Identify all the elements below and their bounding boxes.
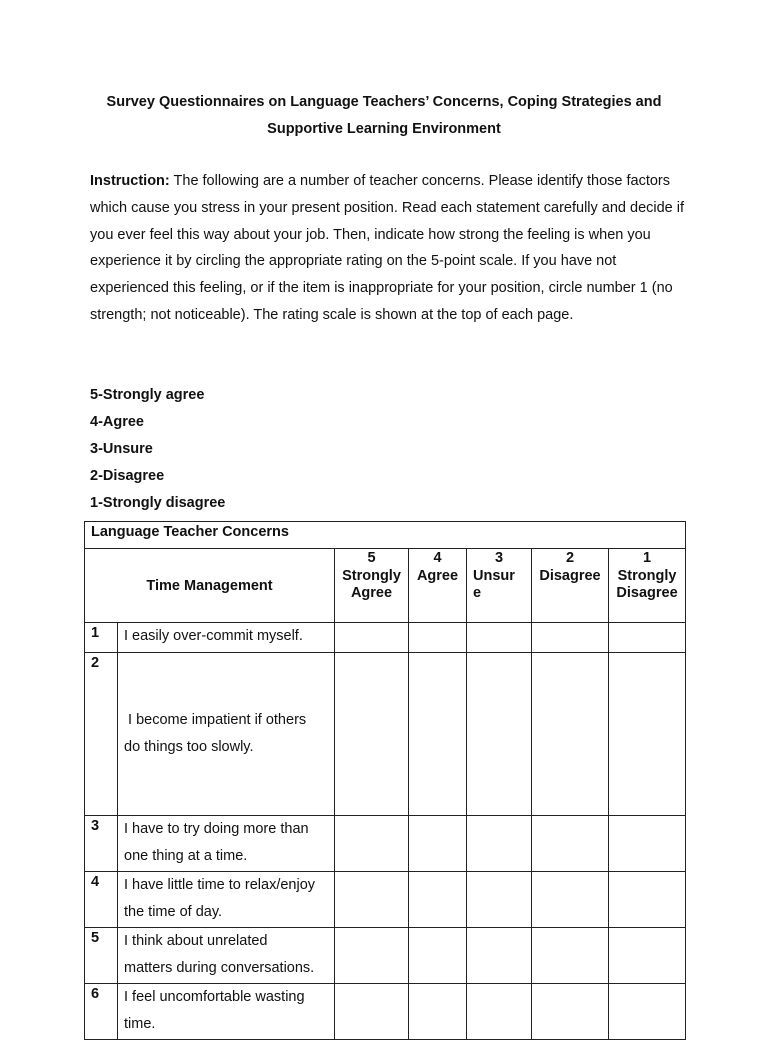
item-statement xyxy=(118,928,335,984)
rating-cell-1[interactable] xyxy=(609,984,686,1040)
scale-item-2: 2-Disagree xyxy=(90,467,165,484)
table-row xyxy=(85,872,686,928)
rating-header-label: Unsur xyxy=(473,567,515,584)
rating-header-num: 4 xyxy=(433,550,442,566)
statement-line: I have little time to relax/enjoy xyxy=(124,877,316,893)
table-row xyxy=(85,623,686,653)
rating-cell-5[interactable] xyxy=(335,984,409,1040)
rating-cell-4[interactable] xyxy=(409,653,467,816)
category-label: Time Management xyxy=(85,549,335,623)
rating-cell-5[interactable] xyxy=(335,816,409,872)
item-number: 2 xyxy=(85,653,118,816)
statement-line: matters during conversations. xyxy=(124,960,315,976)
rating-cell-4[interactable] xyxy=(409,623,467,653)
item-number: 1 xyxy=(85,623,118,653)
rating-header-label: Agree xyxy=(416,567,459,584)
statement-line: one thing at a time. xyxy=(124,848,248,864)
title-line-1: Survey Questionnaires on Language Teachers’ Concerns, Coping Strategies and xyxy=(106,94,662,110)
rating-cell-1[interactable] xyxy=(609,623,686,653)
rating-header-5 xyxy=(335,549,409,623)
statement-line: I think about unrelated xyxy=(124,933,268,949)
rating-scale-legend xyxy=(90,382,225,517)
statement-line: the time of day. xyxy=(124,904,223,920)
rating-cell-1[interactable] xyxy=(609,816,686,872)
rating-header-label: e xyxy=(473,585,482,601)
rating-header-num: 3 xyxy=(494,550,504,566)
rating-header-4 xyxy=(409,549,467,623)
item-statement xyxy=(118,984,335,1040)
rating-cell-5[interactable] xyxy=(335,653,409,816)
table-row xyxy=(85,928,686,984)
rating-cell-3[interactable] xyxy=(467,623,532,653)
survey-table xyxy=(84,521,686,1040)
section-title: Language Teacher Concerns xyxy=(85,522,686,549)
rating-cell-3[interactable] xyxy=(467,653,532,816)
rating-header-num: 5 xyxy=(367,550,376,566)
rating-cell-1[interactable] xyxy=(609,872,686,928)
rating-cell-2[interactable] xyxy=(532,984,609,1040)
rating-cell-3[interactable] xyxy=(467,928,532,984)
item-statement xyxy=(118,623,335,653)
rating-header-label: Strongly xyxy=(617,567,677,584)
rating-header-row xyxy=(85,549,686,623)
rating-cell-3[interactable] xyxy=(467,872,532,928)
item-number: 6 xyxy=(85,984,118,1040)
statement-line: I become impatient if others xyxy=(124,712,307,728)
rating-cell-5[interactable] xyxy=(335,623,409,653)
title-line-2: Supportive Learning Environment xyxy=(267,120,501,137)
table-row xyxy=(85,653,686,816)
rating-cell-5[interactable] xyxy=(335,872,409,928)
rating-header-1 xyxy=(609,549,686,623)
rating-cell-2[interactable] xyxy=(532,928,609,984)
item-statement xyxy=(118,653,335,816)
instruction-lead: Instruction: xyxy=(90,173,170,189)
rating-header-3 xyxy=(467,549,532,623)
statement-line: do things too slowly. xyxy=(124,739,254,755)
statement-line: I feel uncomfortable wasting xyxy=(124,989,305,1005)
rating-cell-4[interactable] xyxy=(409,872,467,928)
rating-cell-4[interactable] xyxy=(409,984,467,1040)
rating-cell-3[interactable] xyxy=(467,816,532,872)
rating-cell-1[interactable] xyxy=(609,653,686,816)
table-row xyxy=(85,816,686,872)
scale-item-5: 5-Strongly agree xyxy=(90,387,205,403)
rating-cell-4[interactable] xyxy=(409,928,467,984)
statement-line: I easily over-commit myself. xyxy=(124,628,303,644)
instruction-text: The following are a number of teacher concerns. Please identify those factors which cause you stress in your present position. Read each statement carefully and decide if you ever feel this way about your job. Then, indicate how strong the feeling is when you experience it by circling the appropriate rating on the 5-point scale. If you have not experienced this feeling, or if the item is inappropriate for your position, circle number 1 (no strength; not noticeable). The rating scale is shown at the top of each page. xyxy=(90,173,685,323)
item-number: 5 xyxy=(85,928,118,984)
item-statement xyxy=(118,872,335,928)
statement-line: I have to try doing more than xyxy=(124,821,309,837)
instruction-paragraph xyxy=(90,168,690,329)
document-title xyxy=(84,89,684,142)
scale-item-4: 4-Agree xyxy=(90,413,144,430)
statement-line: time. xyxy=(124,1016,156,1032)
rating-cell-2[interactable] xyxy=(532,653,609,816)
rating-header-label: Agree xyxy=(350,585,393,601)
rating-header-label: Disagree xyxy=(616,585,678,601)
rating-header-num: 2 xyxy=(565,550,575,566)
rating-cell-5[interactable] xyxy=(335,928,409,984)
item-number: 3 xyxy=(85,816,118,872)
rating-cell-2[interactable] xyxy=(532,623,609,653)
rating-cell-3[interactable] xyxy=(467,984,532,1040)
scale-item-1: 1-Strongly disagree xyxy=(90,494,226,511)
rating-header-label: Disagree xyxy=(539,567,601,584)
rating-header-num: 1 xyxy=(643,550,652,566)
scale-item-3: 3-Unsure xyxy=(90,440,153,457)
rating-cell-4[interactable] xyxy=(409,816,467,872)
table-row xyxy=(85,984,686,1040)
item-number: 4 xyxy=(85,872,118,928)
rating-cell-1[interactable] xyxy=(609,928,686,984)
rating-header-2 xyxy=(532,549,609,623)
rating-cell-2[interactable] xyxy=(532,872,609,928)
rating-header-label: Strongly xyxy=(342,567,401,584)
rating-cell-2[interactable] xyxy=(532,816,609,872)
item-statement xyxy=(118,816,335,872)
